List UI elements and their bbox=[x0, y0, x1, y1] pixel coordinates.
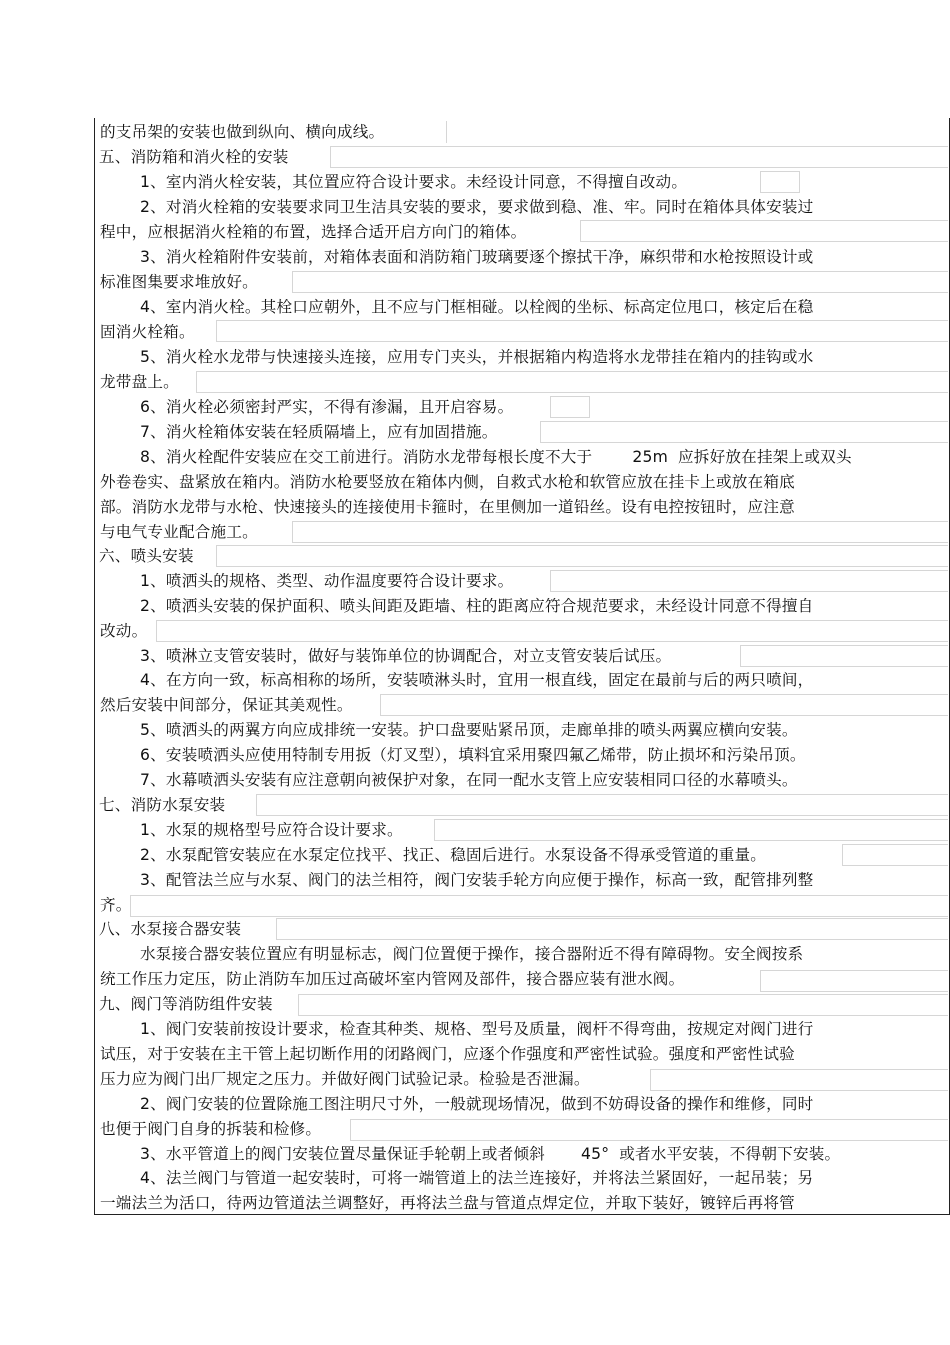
text-line: 标准图集要求堆放好。 bbox=[100, 273, 258, 291]
text-segment: 应拆好放在挂架上或双头 bbox=[678, 448, 852, 466]
text-line: 然后安装中间部分，保证其美观性。 bbox=[100, 696, 353, 714]
text-segment: 8、消火栓配件安装应在交工前进行。消防水龙带每根长度不大于 bbox=[140, 448, 593, 466]
cell-outline bbox=[760, 171, 800, 193]
section-heading-9: 九、阀门等消防组件安装 bbox=[99, 995, 273, 1013]
cell-outline bbox=[298, 994, 948, 1016]
cell-outline bbox=[350, 1119, 948, 1141]
text-line: 7、消火栓箱体安装在轻质隔墙上，应有加固措施。 bbox=[140, 423, 498, 441]
text-line: 5、喷洒头的两翼方向应成排统一安装。护口盘要贴紧吊顶，走廊单排的喷头两翼应横向安装。 bbox=[140, 721, 798, 739]
text-segment: 或者水平安装，不得朝下安装。 bbox=[619, 1145, 841, 1163]
text-line: 2、对消火栓箱的安装要求同卫生洁具安装的要求，要求做到稳、准、牢。同时在箱体具体安装过 bbox=[140, 198, 814, 216]
section-heading-7: 七、消防水泵安装 bbox=[99, 796, 226, 814]
section-heading-5: 五、消防箱和消火栓的安装 bbox=[99, 148, 289, 166]
cell-outline bbox=[540, 421, 948, 443]
text-line: 1、室内消火栓安装，其位置应符合设计要求。未经设计同意，不得擅自改动。 bbox=[140, 173, 688, 191]
cell-outline bbox=[156, 620, 948, 642]
cell-outline bbox=[256, 794, 948, 816]
text-line: 部。消防水龙带与水枪、快速接头的连接使用卡箍时，在里侧加一道铅丝。设有电控按钮时，应注意 bbox=[100, 498, 795, 516]
cell-outline bbox=[292, 521, 948, 543]
angle-value: 45° bbox=[580, 1145, 610, 1163]
text-line: 4、在方向一致，标高相称的场所，安装喷淋头时，宜用一根直线，固定在最前与后的两只喷间， bbox=[140, 671, 814, 689]
cell-outline bbox=[130, 895, 948, 917]
text-line: 2、喷洒头安装的保护面积、喷头间距及距墙、柱的距离应符合规范要求，未经设计同意不得擅自 bbox=[140, 597, 814, 615]
text-line: 也便于阀门自身的拆装和检修。 bbox=[100, 1120, 322, 1138]
section-heading-8: 八、水泵接合器安装 bbox=[99, 920, 242, 938]
cell-outline bbox=[434, 819, 948, 841]
cell-outline bbox=[580, 220, 948, 242]
text-line: 3、配管法兰应与水泵、阀门的法兰相符，阀门安装手轮方向应便于操作，标高一致，配管排列整 bbox=[140, 871, 814, 889]
cell-outline bbox=[760, 970, 948, 992]
length-value: 25m bbox=[632, 448, 668, 466]
text-line: 试压，对于安装在主干管上起切断作用的闭路阀门，应逐个作强度和严密性试验。强度和严密性试验 bbox=[100, 1045, 795, 1063]
cell-outline bbox=[550, 570, 948, 592]
section-heading-6: 六、喷头安装 bbox=[99, 547, 194, 565]
text-line bbox=[140, 445, 852, 470]
text-line: 5、消火栓水龙带与快速接头连接，应用专门夹头，并根据箱内构造将水龙带挂在箱内的挂钩或水 bbox=[140, 348, 814, 366]
text-line: 1、阀门安装前按设计要求，检查其种类、规格、型号及质量，阀杆不得弯曲，按规定对阀门进行 bbox=[140, 1020, 814, 1038]
text-line: 改动。 bbox=[100, 622, 148, 640]
text-line: 3、消火栓箱附件安装前，对箱体表面和消防箱门玻璃要逐个擦拭干净，麻织带和水枪按照设计或 bbox=[140, 248, 814, 266]
text-line: 4、室内消火栓。其栓口应朝外，且不应与门框相碰。以栓阀的坐标、标高定位甩口，核定后在稳 bbox=[140, 298, 814, 316]
text-line: 6、消火栓必须密封严实，不得有渗漏，且开启容易。 bbox=[140, 398, 514, 416]
text-line: 固消火栓箱。 bbox=[100, 323, 195, 341]
text-segment: 3、水平管道上的阀门安装位置尽量保证手轮朝上或者倾斜 bbox=[140, 1145, 545, 1163]
cell-outline bbox=[292, 271, 948, 293]
text-line: 7、水幕喷洒头安装有应注意朝向被保护对象，在同一配水支管上应安装相同口径的水幕喷头。 bbox=[140, 771, 798, 789]
text-line: 齐。 bbox=[100, 896, 132, 914]
cell-outline bbox=[380, 694, 948, 716]
cell-outline bbox=[196, 371, 948, 393]
text-line: 龙带盘上。 bbox=[100, 373, 179, 391]
text-line: 6、安装喷洒头应使用特制专用扳（灯叉型），填料宜采用聚四氟乙烯带，防止损坏和污染吊顶。 bbox=[140, 746, 806, 764]
cell-outline bbox=[446, 121, 447, 143]
cell-outline bbox=[216, 320, 948, 342]
text-line: 1、水泵的规格型号应符合设计要求。 bbox=[140, 821, 403, 839]
text-line: 压力应为阀门出厂规定之压力。并做好阀门试验记录。检验是否泄漏。 bbox=[100, 1070, 590, 1088]
text-line: 外卷卷实、盘紧放在箱内。消防水枪要竖放在箱体内侧，自救式水枪和软管应放在挂卡上或放在箱底 bbox=[100, 473, 795, 491]
cell-outline bbox=[842, 844, 948, 866]
text-line: 的支吊架的安装也做到纵向、横向成线。 bbox=[100, 123, 385, 141]
text-line: 一端法兰为活口，待两边管道法兰调整好，再将法兰盘与管道点焊定位，并取下装好，镀锌后再将管 bbox=[100, 1194, 795, 1212]
cell-outline bbox=[330, 146, 948, 168]
cell-outline bbox=[740, 645, 948, 667]
text-line: 2、水泵配管安装应在水泵定位找平、找正、稳固后进行。水泵设备不得承受管道的重量。 bbox=[140, 846, 767, 864]
text-line: 1、喷洒头的规格、类型、动作温度要符合设计要求。 bbox=[140, 572, 514, 590]
cell-outline bbox=[650, 1069, 948, 1091]
cell-outline bbox=[276, 918, 948, 940]
text-line: 与电气专业配合施工。 bbox=[100, 523, 258, 541]
text-line: 程中，应根据消火栓箱的布置，选择合适开启方向门的箱体。 bbox=[100, 223, 527, 241]
text-line: 4、法兰阀门与管道一起安装时，可将一端管道上的法兰连接好，并将法兰紧固好，一起吊装；另 bbox=[140, 1169, 814, 1187]
text-line: 3、喷淋立支管安装时，做好与装饰单位的协调配合，对立支管安装后试压。 bbox=[140, 647, 672, 665]
text-line: 2、阀门安装的位置除施工图注明尺寸外，一般就现场情况，做到不妨碍设备的操作和维修，同时 bbox=[140, 1095, 814, 1113]
text-line: 水泵接合器安装位置应有明显标志，阀门位置便于操作，接合器附近不得有障碍物。安全阀按系 bbox=[140, 945, 804, 963]
text-line bbox=[140, 1142, 840, 1167]
text-line: 统工作压力定压，防止消防车加压过高破坏室内管网及部件，接合器应装有泄水阀。 bbox=[100, 970, 685, 988]
cell-outline bbox=[216, 545, 948, 567]
cell-outline bbox=[550, 396, 590, 418]
